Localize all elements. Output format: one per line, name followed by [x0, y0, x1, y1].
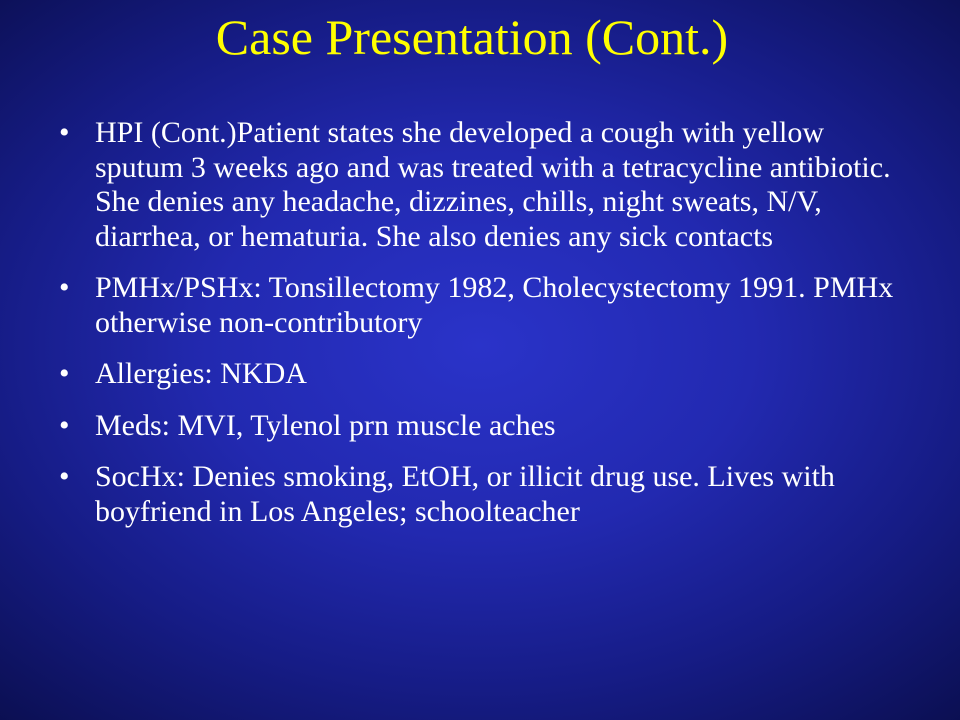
slide-title: Case Presentation (Cont.): [215, 9, 729, 65]
bullet-text: HPI (Cont.)Patient states she developed a cough with yellow sputum 3 weeks ago and was treated with a tetracycline antibiotic. She denies any headache, dizzines, chills, night sweats, N/V, diarrhea, or hematuria. She also denies any sick contacts: [95, 116, 891, 253]
bullet-item-hpi: [55, 116, 895, 254]
bullet-text: Allergies: NKDA: [95, 357, 307, 390]
bullet-dot-icon: •: [59, 408, 70, 442]
bullet-dot-icon: •: [59, 460, 70, 493]
bullet-dot-icon: •: [59, 116, 70, 149]
bullet-item-sochx: [55, 460, 895, 529]
bullet-item-pmhx: [55, 271, 895, 340]
bullet-text: SocHx: Denies smoking, EtOH, or illicit drug use. Lives with boyfriend in Los Angeles; schoolteacher: [95, 460, 835, 528]
bullet-item-allergies: [55, 357, 895, 392]
bullet-dot-icon: •: [59, 357, 70, 390]
bullet-text: Meds: MVI, Tylenol prn muscle aches: [95, 408, 556, 442]
bullet-dot-icon: •: [59, 271, 70, 304]
bullet-item-meds: [55, 409, 895, 444]
bullet-list: [55, 116, 895, 546]
bullet-text: PMHx/PSHx: Tonsillectomy 1982, Cholecystectomy 1991. PMHx otherwise non-contributory: [95, 271, 894, 339]
